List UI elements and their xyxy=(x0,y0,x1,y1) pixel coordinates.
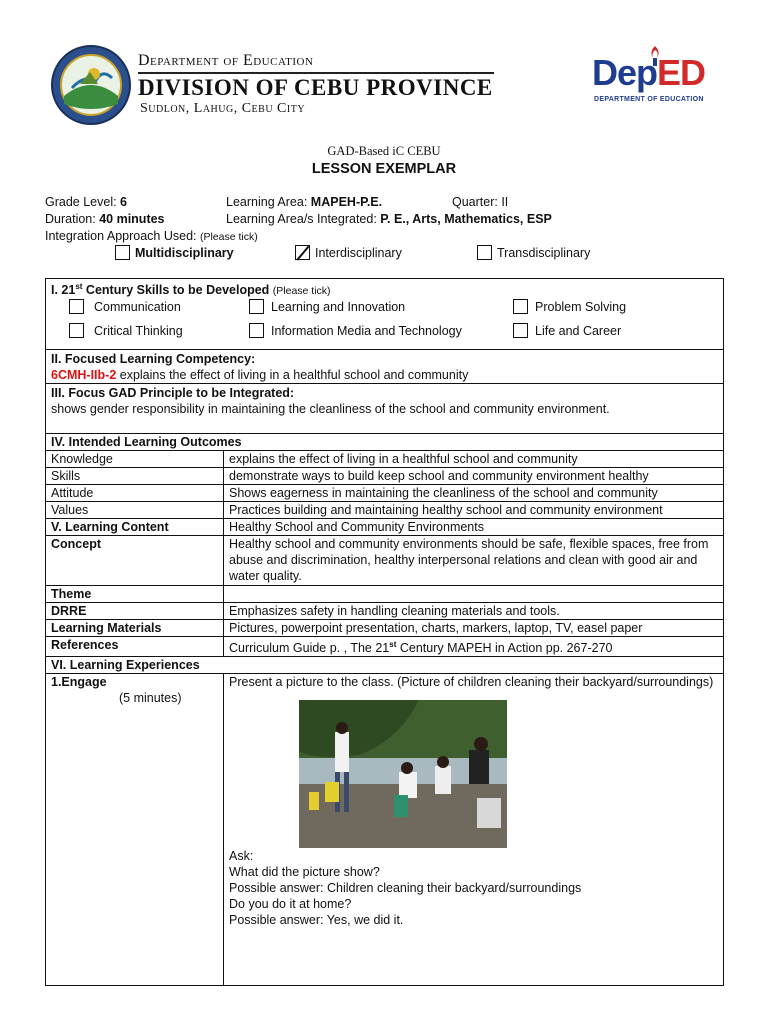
approach-interdisciplinary[interactable]: Interdisciplinary xyxy=(295,245,402,260)
checkbox-communication[interactable] xyxy=(69,299,84,314)
checkbox-problem-solving[interactable] xyxy=(513,299,528,314)
concept-value: Healthy school and community environments should be safe, flexible spaces, free from abuse and discrimination, healthy interpersonal relations and clean with good air and water quality. xyxy=(224,536,724,586)
children-cleaning-photo xyxy=(299,700,507,848)
approach-transdisciplinary[interactable]: Transdisciplinary xyxy=(477,245,590,260)
references-value: Curriculum Guide p. , The 21st Century MAPEH in Action pp. 267-270 xyxy=(224,637,724,657)
checkbox-interdisciplinary[interactable] xyxy=(295,245,310,260)
outcome-label: Knowledge xyxy=(46,451,224,468)
document-title: LESSON EXEMPLAR xyxy=(311,161,457,177)
engage-intro: Present a picture to the class. (Picture of children cleaning their backyard/surroundings) xyxy=(229,675,714,690)
engage-label: 1.Engage xyxy=(51,675,107,690)
section-competency-row xyxy=(46,350,724,384)
deped-logo xyxy=(592,46,722,108)
skill-communication[interactable]: Communication xyxy=(69,299,181,315)
references-label: References xyxy=(51,638,119,653)
materials-label: Learning Materials xyxy=(51,621,162,636)
deped-subtitle: DEPARTMENT OF EDUCATION xyxy=(594,96,704,103)
checkbox-learning-innovation[interactable] xyxy=(249,299,264,314)
section-gad-title: III. Focus GAD Principle to be Integrated: xyxy=(51,386,295,401)
outcome-label: Attitude xyxy=(46,485,224,502)
competency-code: 6CMH-IIb-2 xyxy=(51,368,117,383)
outcome-label: Values xyxy=(46,502,224,519)
grade-level: Grade Level: 6 xyxy=(45,195,127,209)
outcome-value: demonstrate ways to build keep school and community environment healthy xyxy=(224,468,724,485)
division-address: Sudlon, Lahug, Cebu City xyxy=(140,101,306,116)
section-competency-title: II. Focused Learning Competency: xyxy=(51,352,256,367)
concept-row xyxy=(46,536,724,586)
quarter: Quarter: II xyxy=(452,195,509,209)
integrated-areas: Learning Area/s Integrated: P. E., Arts, Mathematics, ESP xyxy=(226,212,552,226)
section-skills-title: I. 21st Century Skills to be Developed (Please tick) xyxy=(51,282,331,298)
skill-life-career[interactable]: Life and Career xyxy=(513,323,621,339)
section-outcomes-title: IV. Intended Learning Outcomes xyxy=(51,435,242,450)
section-skills-row xyxy=(46,279,724,350)
checkbox-transdisciplinary[interactable] xyxy=(477,245,492,260)
materials-row xyxy=(46,620,724,637)
outcome-value: Shows eagerness in maintaining the cleanliness of the school and community xyxy=(224,485,724,502)
checkbox-critical-thinking[interactable] xyxy=(69,323,84,338)
checkbox-life-career[interactable] xyxy=(513,323,528,338)
approach-multidisciplinary[interactable]: Multidisciplinary xyxy=(115,245,234,260)
learning-content-row xyxy=(46,519,724,536)
outcome-label: Skills xyxy=(46,468,224,485)
division-name: DIVISION OF CEBU PROVINCE xyxy=(138,75,493,100)
drre-value: Emphasizes safety in handling cleaning materials and tools. xyxy=(224,603,724,620)
drre-label: DRRE xyxy=(51,604,87,619)
division-seal-icon xyxy=(50,44,132,126)
engage-questions: Ask: What did the picture show? Possible answer: Children cleaning their backyard/surroundings Do you do it at home? Possible answer: Yes, we did it. xyxy=(229,849,582,928)
section-experiences-title: VI. Learning Experiences xyxy=(51,658,200,673)
engage-row xyxy=(46,674,724,986)
checkbox-multidisciplinary[interactable] xyxy=(115,245,130,260)
integration-approach: Integration Approach Used: (Please tick) xyxy=(45,229,258,243)
skill-learning-innovation[interactable]: Learning and Innovation xyxy=(249,299,405,315)
outcome-row xyxy=(46,485,724,502)
theme-label: Theme xyxy=(51,587,92,602)
lesson-table xyxy=(45,278,724,986)
outcome-value: explains the effect of living in a healthful school and community xyxy=(224,451,724,468)
skills-grid xyxy=(51,299,718,349)
outcome-row xyxy=(46,502,724,519)
references-row xyxy=(46,637,724,657)
gad-text: shows gender responsibility in maintaining the cleanliness of the school and community environment. xyxy=(51,402,610,417)
duration: Duration: 40 minutes xyxy=(45,212,165,226)
letterhead xyxy=(0,0,768,130)
department-name: Department of Education xyxy=(138,52,314,69)
learning-content-label: V. Learning Content xyxy=(51,520,169,535)
learning-area: Learning Area: MAPEH-P.E. xyxy=(226,195,383,209)
outcome-value: Practices building and maintaining healthy school and community environment xyxy=(224,502,724,519)
theme-value xyxy=(224,586,724,603)
outcome-row xyxy=(46,451,724,468)
checkbox-info-media[interactable] xyxy=(249,323,264,338)
drre-row xyxy=(46,603,724,620)
skill-info-media[interactable]: Information Media and Technology xyxy=(249,323,462,339)
competency-text: explains the effect of living in a healthful school and community xyxy=(116,368,469,383)
outcome-row xyxy=(46,468,724,485)
section-experiences-row xyxy=(46,657,724,674)
materials-value: Pictures, powerpoint presentation, charts, markers, laptop, TV, easel paper xyxy=(224,620,724,637)
engage-time: (5 minutes) xyxy=(119,691,182,706)
skill-critical-thinking[interactable]: Critical Thinking xyxy=(69,323,183,339)
skill-problem-solving[interactable]: Problem Solving xyxy=(513,299,626,315)
section-gad-row xyxy=(46,384,724,434)
learning-content-value: Healthy School and Community Environments xyxy=(224,519,724,536)
section-outcomes-row xyxy=(46,434,724,451)
concept-label: Concept xyxy=(51,537,101,552)
deped-wordmark: DepED xyxy=(592,52,706,93)
program-title: GAD-Based iC CEBU xyxy=(327,144,441,158)
theme-row xyxy=(46,586,724,603)
letterhead-rule xyxy=(138,72,494,74)
